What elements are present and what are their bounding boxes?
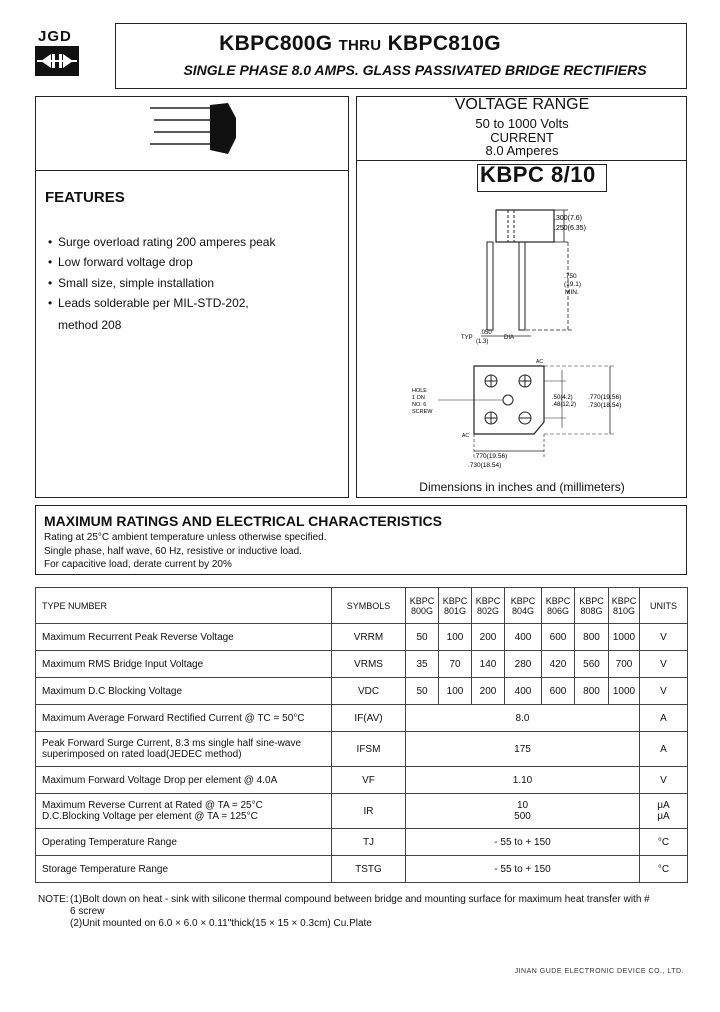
- hole-label-2: 1 ON: [412, 395, 425, 401]
- divider: [35, 170, 349, 171]
- row-value: 100: [439, 624, 472, 651]
- table-header-row: [36, 588, 688, 624]
- row-symbol: VDC: [332, 678, 406, 705]
- row-unit: V: [640, 651, 688, 678]
- row-value: 700: [609, 651, 640, 678]
- dim-lead-length-min: MIN.: [565, 289, 579, 296]
- row-symbol: IFSM: [332, 732, 406, 767]
- row-description: Maximum Forward Voltage Drop per element @ 4.0A: [36, 767, 332, 794]
- row-description: Peak Forward Surge Current, 8.3 ms single half sine-wave superimposed on rated load(JEDEC method): [36, 732, 332, 767]
- feature-item: [48, 318, 121, 332]
- dim-lead-dia-label: DIA: [504, 335, 515, 341]
- row-unit: A: [640, 732, 688, 767]
- row-symbol: VRRM: [332, 624, 406, 651]
- feature-text: Low forward voltage drop: [58, 255, 193, 269]
- row-unit: °C: [640, 829, 688, 856]
- dim-bottom-min: .730(18.54): [468, 462, 502, 469]
- package-label: KBPC 8/10: [480, 162, 596, 187]
- header-type-number: TYPE NUMBER: [36, 588, 332, 624]
- voltage-divider: [356, 160, 687, 161]
- features-heading: FEATURES: [45, 189, 125, 206]
- feature-text: Small size, simple installation: [58, 276, 215, 290]
- logo-text: JGD: [38, 28, 72, 45]
- hole-label-4: SCREW: [412, 409, 433, 415]
- dim-body-height-min: .250(6.35): [554, 225, 586, 232]
- ratings-title: MAXIMUM RATINGS AND ELECTRICAL CHARACTERISTICS: [44, 513, 442, 529]
- ac-top-label: AC: [536, 359, 543, 365]
- row-value: 200: [472, 624, 505, 651]
- ratings-note: Rating at 25°C ambient temperature unless otherwise specified.: [44, 532, 327, 543]
- row-value: - 55 to + 150: [406, 829, 640, 856]
- feature-text: method 208: [58, 318, 122, 332]
- header-model: KBPC 808G: [575, 588, 609, 624]
- row-unit: V: [640, 678, 688, 705]
- feature-item: • Leads solderable per MIL-STD-202,: [48, 296, 249, 310]
- row-value: 1000: [609, 678, 640, 705]
- dim-body-height-max: .300(7.6): [554, 215, 583, 222]
- row-symbol: IR: [332, 794, 406, 829]
- thru-label: THRU: [338, 37, 382, 54]
- ratings-note: For capacitive load, derate current by 20%: [44, 559, 232, 570]
- header-model: KBPC 800G: [406, 588, 439, 624]
- row-value: 800: [575, 624, 609, 651]
- dimensions-caption: Dimensions in inches and (millimeters): [419, 480, 625, 494]
- row-description: Maximum D.C Blocking Voltage: [36, 678, 332, 705]
- row-description: Maximum Average Forward Rectified Current @ TC = 50°C: [36, 705, 332, 732]
- row-symbol: VF: [332, 767, 406, 794]
- dim-lead-length: .750: [564, 273, 577, 280]
- dim-lead-dia: .050: [480, 330, 492, 336]
- voltage-range-value: 50 to 1000 Volts: [475, 116, 569, 131]
- page-title: [0, 32, 720, 56]
- row-value: 280: [505, 651, 542, 678]
- feature-text: Leads solderable per MIL-STD-202,: [58, 296, 249, 310]
- row-value: 8.0: [406, 705, 640, 732]
- row-value: 50: [406, 624, 439, 651]
- row-value: 600: [542, 678, 575, 705]
- table-body: [36, 624, 688, 883]
- row-unit: V: [640, 767, 688, 794]
- dim-lead-length-mm: (19.1): [564, 281, 581, 288]
- part-to: KBPC810G: [387, 32, 501, 55]
- table-row: [36, 856, 688, 883]
- row-value: 1000: [609, 624, 640, 651]
- row-description: Storage Temperature Range: [36, 856, 332, 883]
- hole-label-1: HOLE: [412, 388, 427, 394]
- table-row: [36, 624, 688, 651]
- characteristics-table: [35, 587, 688, 883]
- feature-text: Surge overload rating 200 amperes peak: [58, 235, 276, 249]
- row-value: 560: [575, 651, 609, 678]
- table-row: [36, 651, 688, 678]
- row-value: 800: [575, 678, 609, 705]
- header-model: KBPC 810G: [609, 588, 640, 624]
- row-value: 400: [505, 678, 542, 705]
- note-2: (2)Unit mounted on 6.0 × 6.0 × 0.11"thick(15 × 15 × 0.3cm) Cu.Plate: [70, 918, 372, 929]
- row-value: 400: [505, 624, 542, 651]
- dim-bottom-max: .770(19.56): [474, 453, 508, 460]
- header-model: KBPC 802G: [472, 588, 505, 624]
- row-description: Maximum RMS Bridge Input Voltage: [36, 651, 332, 678]
- row-value: 50: [406, 678, 439, 705]
- dim-lead-typ: TYP: [461, 335, 473, 341]
- footer-company: JINAN GUDE ELECTRONIC DEVICE CO., LTD.: [514, 968, 684, 975]
- row-symbol: TJ: [332, 829, 406, 856]
- package-dimension-drawing: [356, 196, 687, 478]
- header-symbols: SYMBOLS: [332, 588, 406, 624]
- dim-lead-dia-mm: (1.3): [476, 339, 489, 345]
- feature-item: • Low forward voltage drop: [48, 255, 193, 269]
- row-unit: A: [640, 705, 688, 732]
- hole-label-3: NO. 6: [412, 402, 427, 408]
- table-row: [36, 829, 688, 856]
- header-model: KBPC 804G: [505, 588, 542, 624]
- voltage-range-title: VOLTAGE RANGE: [454, 96, 590, 113]
- header-units: UNITS: [640, 588, 688, 624]
- current-label: CURRENT: [490, 130, 554, 145]
- dim-pitch-min: .48(12.2): [552, 402, 577, 408]
- row-value: 35: [406, 651, 439, 678]
- current-value: 8.0 Amperes: [485, 143, 559, 158]
- row-description: Operating Temperature Range: [36, 829, 332, 856]
- table-row: [36, 678, 688, 705]
- row-value: 420: [542, 651, 575, 678]
- bridge-rectifier-photo-icon: [140, 100, 250, 160]
- row-value: 600: [542, 624, 575, 651]
- row-value: 1.10: [406, 767, 640, 794]
- feature-item: • Surge overload rating 200 amperes peak: [48, 235, 276, 249]
- row-description: Maximum Reverse Current at Rated @ TA = 25°C D.C.Blocking Voltage per element @ TA = 125°C: [36, 794, 332, 829]
- header-model: KBPC 806G: [542, 588, 575, 624]
- row-value: 70: [439, 651, 472, 678]
- note-1-cont: 6 screw: [70, 906, 105, 917]
- dim-pitch-max: .50(4.2): [552, 395, 573, 401]
- row-value: 10 500: [406, 794, 640, 829]
- dim-side-max: .770(19.56): [588, 394, 622, 401]
- table-row: [36, 732, 688, 767]
- row-value: 200: [472, 678, 505, 705]
- ac-bottom-label: AC: [462, 433, 469, 439]
- row-unit: μA μA: [640, 794, 688, 829]
- row-value: 140: [472, 651, 505, 678]
- row-description: Maximum Recurrent Peak Reverse Voltage: [36, 624, 332, 651]
- dim-side-min: .730(18.54): [588, 402, 622, 409]
- ratings-note: Single phase, half wave, 60 Hz, resistive or inductive load.: [44, 546, 302, 557]
- feature-item: • Small size, simple installation: [48, 276, 215, 290]
- header-model: KBPC 801G: [439, 588, 472, 624]
- table-row: [36, 794, 688, 829]
- row-symbol: VRMS: [332, 651, 406, 678]
- row-value: 100: [439, 678, 472, 705]
- subtitle: SINGLE PHASE 8.0 AMPS. GLASS PASSIVATED BRIDGE RECTIFIERS: [183, 62, 647, 78]
- table-row: [36, 705, 688, 732]
- row-unit: V: [640, 624, 688, 651]
- note-1: (1)Bolt down on heat - sink with silicone thermal compound between bridge and mounting surface for maximum heat transfer with #: [70, 894, 650, 905]
- row-symbol: IF(AV): [332, 705, 406, 732]
- row-value: - 55 to + 150: [406, 856, 640, 883]
- part-from: KBPC800G: [219, 32, 333, 55]
- row-unit: °C: [640, 856, 688, 883]
- note-label: NOTE:: [38, 894, 69, 905]
- table-row: [36, 767, 688, 794]
- row-symbol: TSTG: [332, 856, 406, 883]
- row-value: 175: [406, 732, 640, 767]
